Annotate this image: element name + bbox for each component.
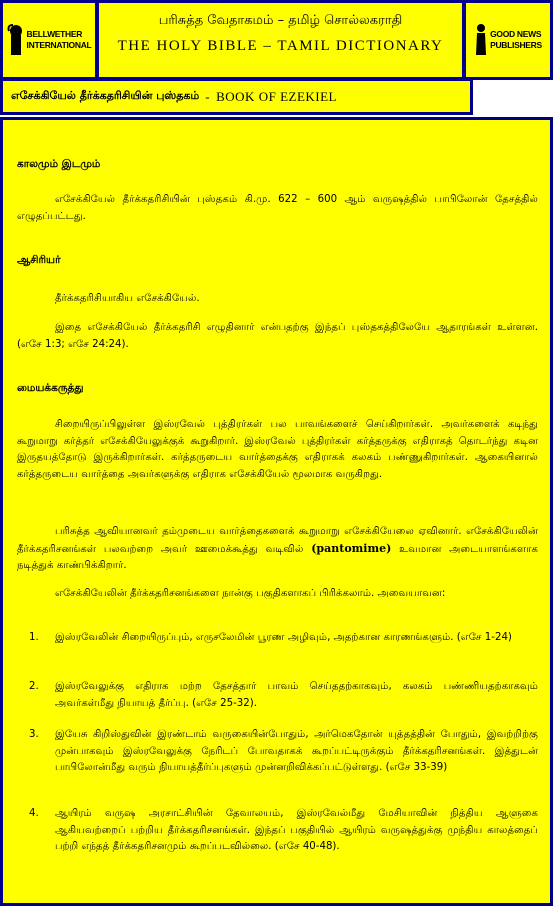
logo-line-2: PUBLISHERS	[490, 40, 542, 50]
list-item-text: இயேசு கிறிஸ்துவின் இரண்டாம் வருகையின்போதும், அர்மெகதோன் யுத்தத்தின் போதும், இவற்றிற்கு முன்பாகவும் இஸ்ரவேலுக்கு நேரிடப் போவதாகக் கூறப்பட்டிருக்கும் தீர்க்கதரிசனங்கள். இத்துடன் பாபிலோன்மீது வரும் நியாயத்தீர்ப்புகளும் முன்னறிவிக்கப்பட்டுள்ளது. (எசே 33-39)	[55, 729, 538, 773]
theme-paragraph-1: சிறையிருப்பிலுள்ள இஸ்ரவேல் புத்திரர்கள் பல பாவங்களைச் செய்கிறார்கள். அவர்களைக் கடிந்து கூறுமாறு கர்த்தர் எசேக்கியேலுக்குக் கூறுகிறார். இஸ்ரவேல் புத்திரர்கள் கர்த்தருக்கு எதிராகத் தொடர்ந்து கடின இருதயத்தோடு இருக்கிறார்கள். கர்த்தருடைய வார்த்தைக்கு எதிராகக் கலகம் பண்ணுகிறார்கள். ஆகையினால் கர்த்தருடைய வார்த்தை அவர்களுக்கு எதிராக எசேக்கியேல் மூலமாக வருகிறது.	[17, 419, 538, 480]
title-english: THE HOLY BIBLE – TAMIL DICTIONARY	[117, 38, 444, 54]
list-item-number: 2.	[29, 681, 39, 692]
list-item-text: இஸ்ரவேலுக்கு எதிராக மற்ற தேசத்தார் பாவம் செய்ததற்காகவும், கலகம் பண்ணியதற்காகவும் அவர்கள்மீது நியாயத் தீர்ப்பு. (எசே 25-32).	[55, 681, 538, 709]
pantomime-term: (pantomime)	[311, 541, 392, 555]
author-paragraph-2: இதை எசேக்கியேல் தீர்க்கதரிசி எழுதினார் என்பதற்கு இந்தப் புஸ்தகத்திலேயே ஆதாரங்கள் உள்ளன. (எசே 1:3; எசே 24:24).	[17, 322, 538, 350]
book-title-english: BOOK OF EZEKIEL	[216, 88, 337, 104]
list-item-number: 3.	[29, 729, 39, 740]
logo-line-1: GOOD NEWS	[490, 29, 542, 39]
theme-paragraph-2	[17, 524, 538, 575]
list-item-number: 1.	[29, 632, 39, 643]
logo-line-1: BELLWETHER	[26, 29, 83, 39]
list-item	[29, 679, 538, 712]
header-title-box	[96, 0, 465, 80]
list-item	[29, 806, 538, 856]
title-tamil: பரிசுத்த வேதாகமம் – தமிழ் சொல்லகராதி	[158, 13, 403, 28]
book-title-tamil: எசேக்கியேல் தீர்க்கதரிசியின் புஸ்தகம்	[11, 89, 200, 102]
theme-paragraph-2-part-a: பரிசுத்த ஆவியானவர் தம்முடைய வார்த்தைகளைக் கூறுமாறு எசேக்கியேலை ஏவினார். எசேக்கியேலின் தீர்க்கதரிசனங்கள் பலவற்றை அவர் ஊமைக்கூத்து வடிவில்	[17, 526, 538, 555]
theme-paragraph-3: எசேக்கியேலின் தீர்க்கதரிசனங்களை நான்கு பகுதிகளாகப் பிரிக்கலாம். அவையாவன:	[55, 588, 446, 599]
time-place-paragraph: எசேக்கியேல் தீர்க்கதரிசியின் புஸ்தகம் கி.மு. 622 – 600 ஆம் வருஷத்தில் பாபிலோன் தேசத்தில் எழுதப்பட்டது.	[17, 194, 538, 222]
list-item-text: இஸ்ரவேலின் சிறையிருப்பும், எருசலேமின் பூரண அழிவும், அதற்கான காரணங்களும். (எசே 1-24)	[55, 632, 512, 643]
theme-paragraph-2-part-c: உவமான அடையாளங்களாக நடித்துக் காண்பிக்கிறார்.	[17, 543, 538, 571]
section-heading-time-place: காலமும் இடமும்	[17, 158, 101, 170]
author-paragraph-1: தீர்க்கதரிசியாகிய எசேக்கியேல்.	[55, 293, 200, 304]
logo-line-2: INTERNATIONAL	[26, 40, 92, 50]
good-news-logo	[463, 0, 553, 80]
main-content	[0, 117, 553, 906]
list-item	[29, 630, 538, 647]
ram-logo-icon	[7, 23, 25, 57]
list-item-number: 4.	[29, 808, 39, 819]
book-separator: -	[205, 88, 211, 104]
sower-logo-icon	[474, 23, 488, 57]
book-title-bar	[0, 78, 473, 115]
section-heading-theme: மையக்கருத்து	[17, 382, 84, 394]
list-item-text: ஆயிரம் வருஷ அரசாட்சியின் தேவாலயம், இஸ்ரவேல்மீது மேசியாவின் நித்திய ஆளுகை ஆகியவற்றைப் பற்றிய தீர்க்கதரிசனங்கள். இந்தப் பகுதியில் ஆயிரம் வருஷத்துக்கு முந்திய காலத்தைப் பற்றி எந்தத் தீர்க்கதரிசனமும் கூறப்படவில்லை. (எசே 40-48).	[55, 808, 538, 852]
list-item	[29, 727, 538, 777]
bellwether-logo	[0, 0, 98, 80]
section-heading-author: ஆசிரியர்	[17, 254, 61, 266]
